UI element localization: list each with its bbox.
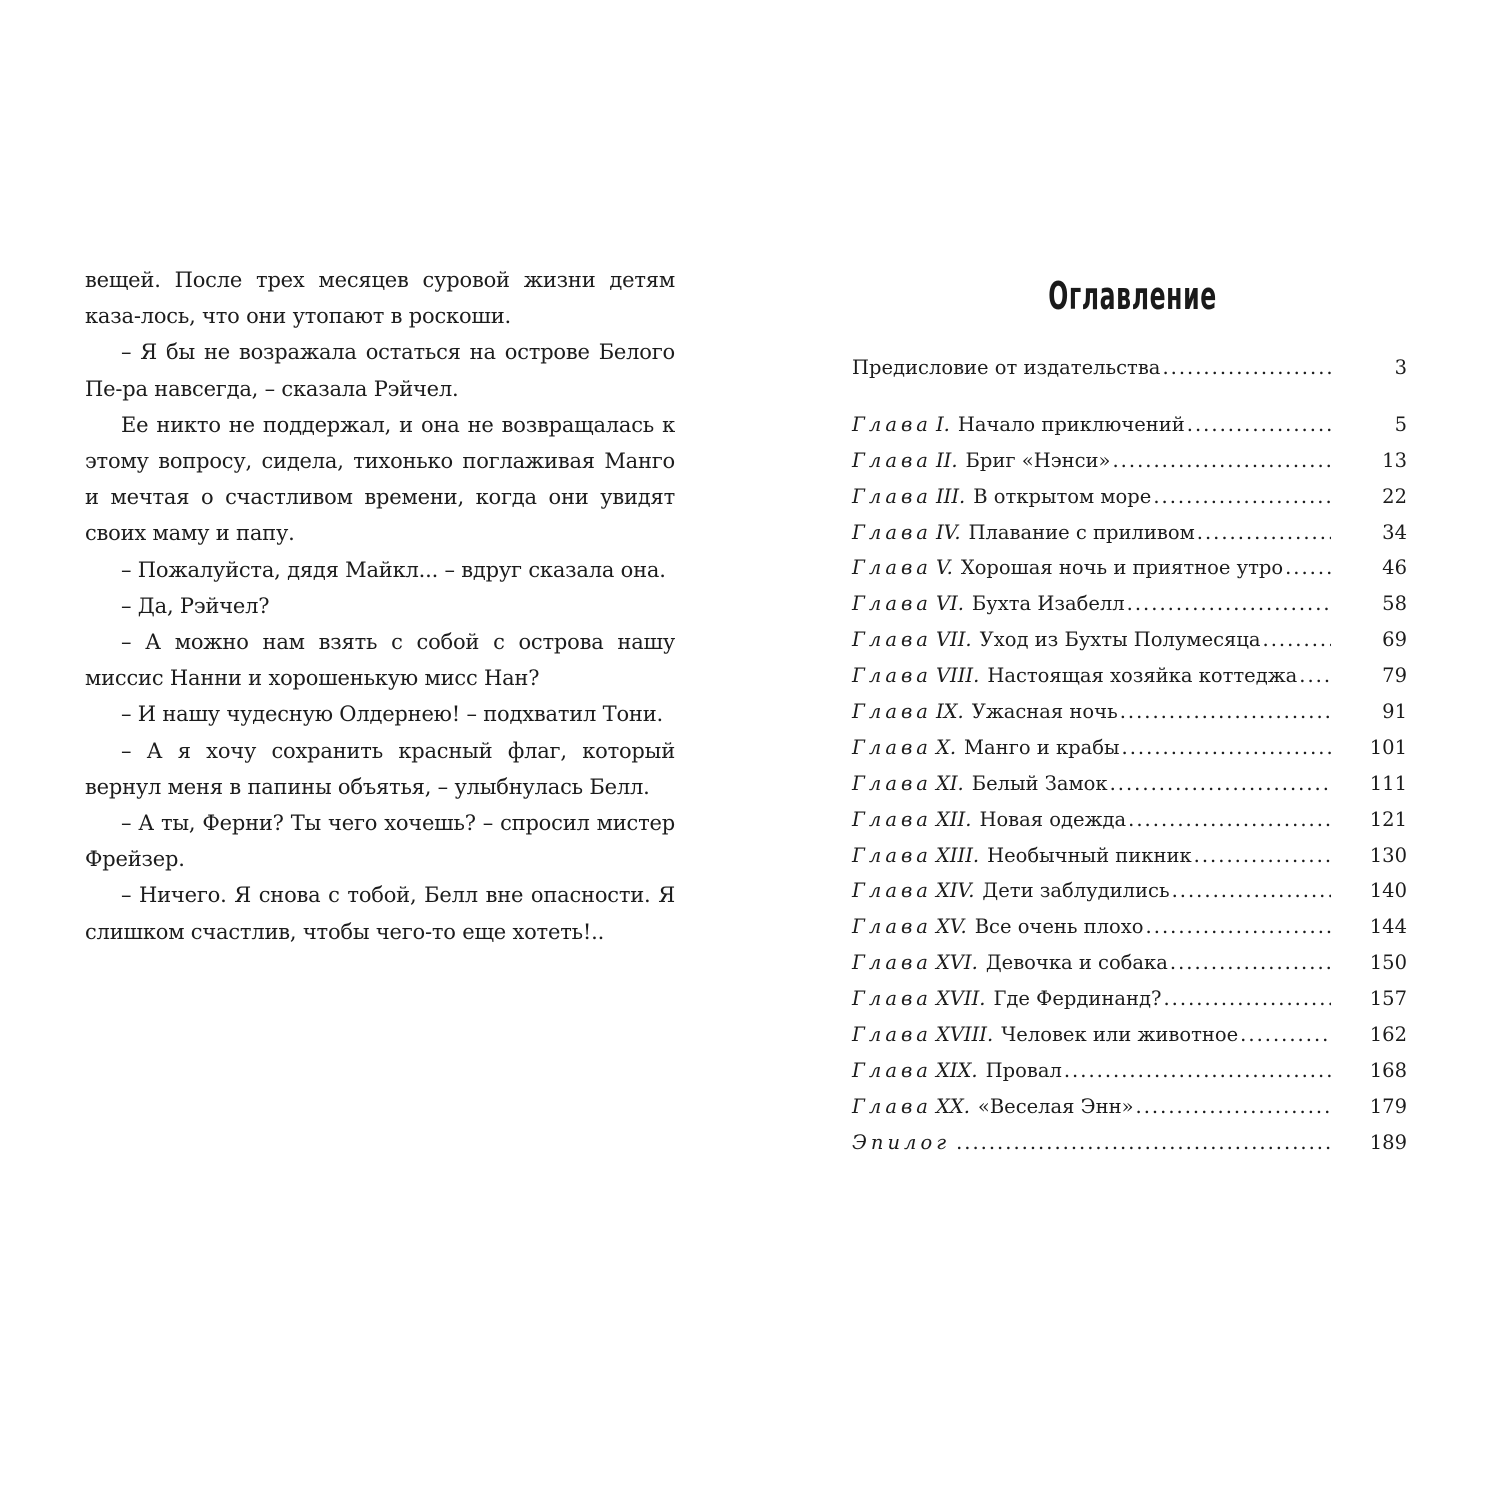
toc-entry-chapter bbox=[852, 981, 1407, 1017]
toc-page-number: 162 bbox=[1369, 1023, 1407, 1047]
toc-leader-dots bbox=[1194, 838, 1331, 874]
toc-entry-chapter bbox=[852, 1017, 1407, 1053]
toc-chapter-number: XVIII. bbox=[935, 1023, 994, 1047]
toc-leader-dots bbox=[1136, 1089, 1331, 1125]
toc-entry-chapter bbox=[852, 730, 1407, 766]
table-of-contents bbox=[852, 270, 1407, 1161]
toc-chapter-number: II. bbox=[935, 448, 958, 472]
toc-entry-chapter bbox=[852, 550, 1407, 586]
toc-chapter-word: Глава bbox=[852, 807, 932, 831]
paragraph: – Я бы не возражала остаться на острове Белого Пе-ра навсегда, – сказала Рэйчел. bbox=[85, 340, 675, 401]
toc-leader-dots bbox=[1120, 694, 1331, 730]
toc-list bbox=[852, 350, 1407, 1161]
toc-entry-title: Провал bbox=[985, 1058, 1062, 1082]
toc-chapter-word: Глава bbox=[852, 879, 932, 903]
toc-leader-dots bbox=[1170, 945, 1331, 981]
toc-entry-title: Девочка и собака bbox=[985, 951, 1168, 975]
toc-page-number: 91 bbox=[1382, 700, 1407, 724]
toc-page-number: 168 bbox=[1369, 1058, 1407, 1082]
toc-entry-chapter bbox=[852, 622, 1407, 658]
toc-page-number: 22 bbox=[1382, 484, 1407, 508]
toc-page-number: 144 bbox=[1369, 915, 1407, 939]
toc-chapter-word: Глава bbox=[852, 843, 932, 867]
toc-page-number: 157 bbox=[1369, 987, 1407, 1011]
toc-entry-title: Плавание с приливом bbox=[968, 520, 1195, 544]
toc-page-number: 130 bbox=[1369, 843, 1407, 867]
toc-chapter-word: Глава bbox=[852, 448, 932, 472]
toc-entry-chapter bbox=[852, 694, 1407, 730]
toc-chapter-number: XIX. bbox=[935, 1058, 978, 1082]
toc-page-number: 5 bbox=[1394, 412, 1407, 436]
toc-chapter-number: VII. bbox=[935, 628, 972, 652]
toc-entry-title: Белый Замок bbox=[971, 771, 1108, 795]
toc-entry-title: Бухта Изабелл bbox=[971, 592, 1125, 616]
toc-entry-title: Ужасная ночь bbox=[971, 700, 1118, 724]
toc-entry-title: Бриг «Нэнси» bbox=[965, 448, 1111, 472]
toc-entry-epilogue bbox=[852, 1125, 1407, 1161]
toc-page-number: 179 bbox=[1369, 1094, 1407, 1118]
toc-chapter-word: Глава bbox=[852, 1094, 932, 1118]
toc-entry-title: Манго и крабы bbox=[964, 735, 1120, 759]
toc-title: Оглавление bbox=[1048, 274, 1217, 318]
toc-chapter-number: XIII. bbox=[935, 843, 980, 867]
toc-chapter-number: IV. bbox=[935, 520, 961, 544]
toc-chapter-number: I. bbox=[935, 412, 950, 436]
paragraph: Ее никто не поддержал, и она не возвращалась к этому вопросу, сидела, тихонько поглаживая Манго и мечтая о счастливом времени, когда они увидят своих маму и папу. bbox=[85, 412, 675, 546]
toc-leader-dots bbox=[956, 1125, 1331, 1161]
toc-entry-chapter bbox=[852, 586, 1407, 622]
paragraph: – Пожалуйста, дядя Майкл... – вдруг сказала она. bbox=[121, 557, 666, 582]
toc-page-number: 46 bbox=[1382, 556, 1407, 580]
toc-leader-dots bbox=[1197, 515, 1331, 551]
toc-entry-title: Человек или животное bbox=[1001, 1023, 1239, 1047]
toc-chapter-number: XX. bbox=[935, 1094, 970, 1118]
toc-chapter-word: Глава bbox=[852, 735, 932, 759]
toc-entry-title: Все очень плохо bbox=[974, 915, 1144, 939]
toc-entry-title: Начало приключений bbox=[957, 412, 1185, 436]
toc-leader-dots bbox=[1163, 981, 1331, 1017]
toc-leader-dots bbox=[1299, 658, 1331, 694]
toc-chapter-word: Глава bbox=[852, 915, 932, 939]
toc-page-number: 140 bbox=[1369, 879, 1407, 903]
toc-leader-dots bbox=[1187, 407, 1331, 443]
toc-chapter-word: Глава bbox=[852, 484, 932, 508]
toc-chapter-word: Глава bbox=[852, 412, 932, 436]
toc-page-number: 69 bbox=[1382, 628, 1407, 652]
toc-leader-dots bbox=[1110, 766, 1331, 802]
toc-page-number: 58 bbox=[1382, 592, 1407, 616]
toc-chapter-word: Глава bbox=[852, 520, 932, 544]
toc-leader-dots bbox=[1128, 802, 1331, 838]
paragraph: – Ничего. Я снова с тобой, Белл вне опасности. Я слишком счастлив, чтобы чего-то еще хотеть!.. bbox=[85, 883, 675, 944]
toc-leader-dots bbox=[1263, 622, 1332, 658]
toc-chapter-word: Глава bbox=[852, 771, 932, 795]
paragraph: – А я хочу сохранить красный флаг, который вернул меня в папины объятья, – улыбнулась Белл. bbox=[85, 738, 675, 799]
toc-leader-dots bbox=[1153, 479, 1331, 515]
toc-entry-title: Необычный пикник bbox=[987, 843, 1192, 867]
toc-leader-dots bbox=[1146, 909, 1331, 945]
toc-entry-title: Хорошая ночь и приятное утро bbox=[960, 556, 1284, 580]
toc-chapter-number: VI. bbox=[935, 592, 964, 616]
toc-entry-title: Уход из Бухты Полумесяца bbox=[979, 628, 1261, 652]
toc-page-number: 101 bbox=[1369, 735, 1407, 759]
toc-chapter-number: IX. bbox=[935, 700, 964, 724]
toc-chapter-word: Глава bbox=[852, 700, 932, 724]
toc-page-number: 121 bbox=[1369, 807, 1407, 831]
toc-chapter-number: VIII. bbox=[935, 664, 980, 688]
toc-entry-chapter bbox=[852, 909, 1407, 945]
toc-chapter-number: XI. bbox=[935, 771, 964, 795]
toc-leader-dots bbox=[1064, 1053, 1331, 1089]
toc-entry-preface bbox=[852, 350, 1407, 386]
toc-entry-title: Новая одежда bbox=[979, 807, 1127, 831]
toc-leader-dots bbox=[1240, 1017, 1331, 1053]
toc-page-number: 13 bbox=[1382, 448, 1407, 472]
toc-entry-title: Где Фердинанд? bbox=[993, 987, 1162, 1011]
toc-chapter-number: III. bbox=[935, 484, 966, 508]
toc-entry-chapter bbox=[852, 802, 1407, 838]
toc-entry-chapter bbox=[852, 407, 1407, 443]
toc-chapter-number: V. bbox=[935, 556, 953, 580]
toc-page-number: 111 bbox=[1369, 771, 1407, 795]
toc-entry-chapter bbox=[852, 515, 1407, 551]
toc-chapter-word: Глава bbox=[852, 1058, 932, 1082]
toc-entry-chapter bbox=[852, 1089, 1407, 1125]
toc-entry-chapter bbox=[852, 945, 1407, 981]
toc-entry-title: «Веселая Энн» bbox=[977, 1094, 1134, 1118]
toc-leader-dots bbox=[1162, 350, 1331, 386]
toc-page-number: 3 bbox=[1394, 356, 1407, 379]
toc-entry-title: В открытом море bbox=[973, 484, 1152, 508]
paragraph: – И нашу чудесную Олдернею! – подхватил Тони. bbox=[121, 702, 663, 727]
toc-chapter-word: Глава bbox=[852, 592, 932, 616]
paragraph: – А ты, Ферни? Ты чего хочешь? – спросил мистер Фрейзер. bbox=[85, 811, 675, 872]
toc-chapter-number: XVI. bbox=[935, 951, 978, 975]
toc-leader-dots bbox=[1285, 550, 1331, 586]
toc-leader-dots bbox=[1122, 730, 1331, 766]
toc-chapter-number: XII. bbox=[935, 807, 972, 831]
toc-chapter-number: XVII. bbox=[935, 987, 986, 1011]
toc-entry-chapter bbox=[852, 658, 1407, 694]
toc-entry-title: Предисловие от издательства bbox=[852, 356, 1161, 379]
toc-chapter-number: XV. bbox=[935, 915, 967, 939]
toc-entry-chapter bbox=[852, 838, 1407, 874]
toc-entry-chapter bbox=[852, 873, 1407, 909]
toc-chapter-word: Глава bbox=[852, 951, 932, 975]
toc-leader-dots bbox=[1127, 586, 1331, 622]
left-page-body bbox=[85, 262, 675, 950]
toc-chapter-word: Глава bbox=[852, 987, 932, 1011]
toc-entry-chapter bbox=[852, 479, 1407, 515]
toc-entry-title: Настоящая хозяйка коттеджа bbox=[987, 664, 1298, 688]
toc-page-number: 150 bbox=[1369, 951, 1407, 975]
toc-entry-chapter bbox=[852, 443, 1407, 479]
toc-page-number: 189 bbox=[1369, 1130, 1407, 1154]
toc-entry-title: Дети заблудились bbox=[982, 879, 1170, 903]
toc-entry-chapter bbox=[852, 766, 1407, 802]
paragraph: – Да, Рэйчел? bbox=[121, 593, 270, 618]
toc-chapter-word: Глава bbox=[852, 664, 932, 688]
toc-entry-chapter bbox=[852, 1053, 1407, 1089]
toc-chapter-number: XIV. bbox=[935, 879, 975, 903]
toc-chapter-word: Глава bbox=[852, 556, 932, 580]
toc-leader-dots bbox=[1172, 873, 1331, 909]
toc-leader-dots bbox=[1112, 443, 1331, 479]
paragraph: вещей. После трех месяцев суровой жизни детям каза-лось, что они утопают в роскоши. bbox=[85, 268, 675, 329]
toc-chapter-word: Глава bbox=[852, 1023, 932, 1047]
toc-chapter-number: X. bbox=[935, 735, 957, 759]
toc-page-number: 79 bbox=[1382, 664, 1407, 688]
paragraph: – А можно нам взять с собой с острова нашу миссис Нанни и хорошенькую мисс Нан? bbox=[85, 630, 675, 691]
toc-page-number: 34 bbox=[1382, 520, 1407, 544]
toc-chapter-word: Глава bbox=[852, 628, 932, 652]
toc-entry-title: Эпилог bbox=[852, 1130, 951, 1154]
